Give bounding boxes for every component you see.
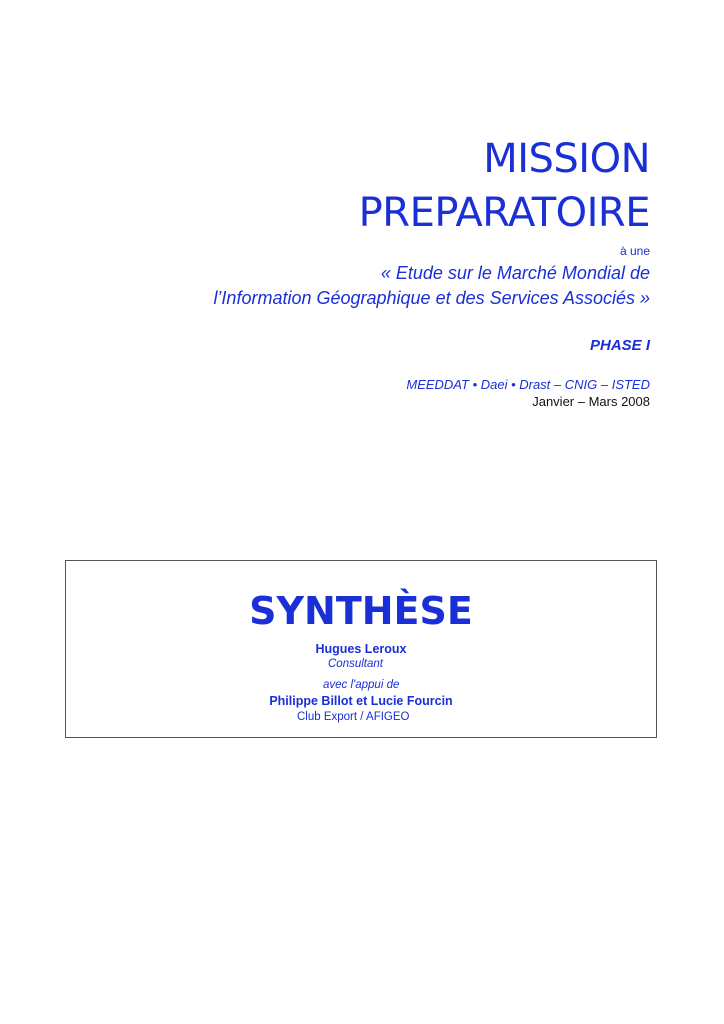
organizations-line: MEEDDAT • Daei • Drast – CNIG – ISTED bbox=[406, 377, 650, 392]
contributors-organization: Club Export / AFIGEO bbox=[297, 711, 410, 723]
title-line-2: PREPARATOIRE bbox=[358, 190, 650, 236]
preposition-text: à une bbox=[619, 244, 650, 258]
date-range: Janvier – Mars 2008 bbox=[532, 394, 650, 409]
author-role: Consultant bbox=[328, 658, 383, 670]
synthesis-title: SYNTHÈSE bbox=[249, 589, 473, 633]
synthesis-box bbox=[65, 560, 657, 738]
author-name: Hugues Leroux bbox=[315, 642, 407, 656]
contributors-names: Philippe Billot et Lucie Fourcin bbox=[269, 694, 453, 708]
subtitle-line-2: l’Information Géographique et des Services Associés » bbox=[213, 288, 650, 308]
subtitle-line-1: « Etude sur le Marché Mondial de bbox=[380, 263, 650, 283]
phase-label: PHASE I bbox=[589, 337, 650, 354]
title-line-1: MISSION bbox=[483, 136, 650, 182]
document-subtitle bbox=[213, 261, 650, 311]
document-title bbox=[359, 132, 650, 240]
support-label: avec l'appui de bbox=[323, 679, 400, 691]
